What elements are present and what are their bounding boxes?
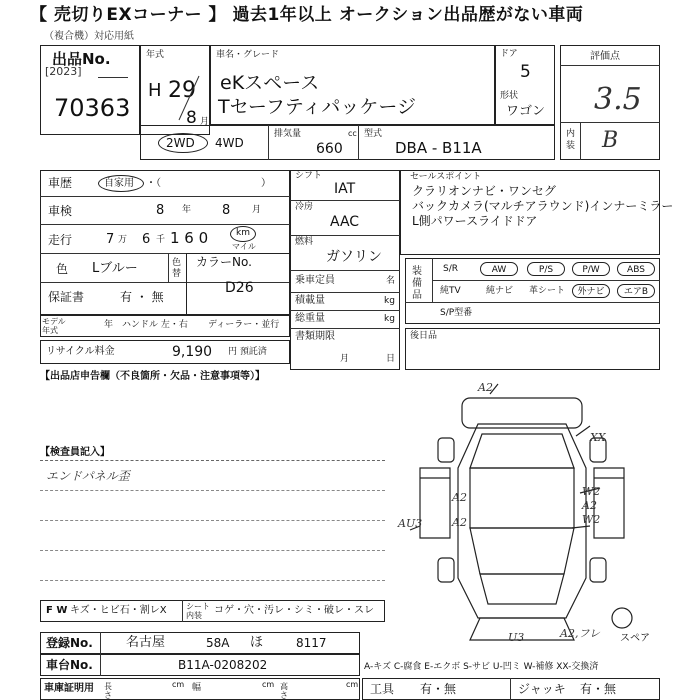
mark-a2-fure: A2,フレ xyxy=(560,627,600,640)
year-era: H xyxy=(148,80,162,101)
model-year-label: モデル年式 xyxy=(42,317,66,335)
name-label: 車名・グレード xyxy=(216,50,280,60)
chassis-value: B11A-0208202 xyxy=(178,658,268,672)
model-value: DBA - B11A xyxy=(395,139,482,157)
body-label: 形状 xyxy=(500,91,519,101)
special-label: S/P型番 xyxy=(440,308,473,318)
rekireki-rest: ・（ ） xyxy=(146,178,271,189)
mark-w2-right1: W2 xyxy=(582,485,601,498)
banner-text: 【 売切りEXコーナー 】 過去1年以上 オークション出品歴がない車両 xyxy=(30,5,584,25)
reg-class: 58A xyxy=(206,636,230,650)
sales-line-1: クラリオンナビ・ワンセグ xyxy=(412,184,556,198)
cert-cm-2: cm xyxy=(262,680,275,689)
mark-a2-left1: A2 xyxy=(452,491,467,504)
dealer-label: ディーラー・並行 xyxy=(208,320,280,330)
year-month: 8 xyxy=(186,108,197,128)
body-value: ワゴン xyxy=(506,104,546,119)
lot-year-stamp: [2023] xyxy=(45,65,82,78)
shaken-month: 8 xyxy=(222,203,231,218)
rekireki-value: 自家用 xyxy=(104,178,134,189)
ac-label: 冷房 xyxy=(295,202,314,212)
fw-label: F W xyxy=(46,605,68,616)
header-banner xyxy=(0,0,700,32)
capacity-label: 乗車定員 xyxy=(295,275,335,286)
cert-length: 長さ xyxy=(104,682,112,700)
color-no-label: カラーNo. xyxy=(196,255,252,269)
tools-label: 工具 xyxy=(370,682,395,696)
color-value: Lブルー xyxy=(92,261,138,276)
jack-label: ジャッキ xyxy=(518,682,566,696)
load-unit: kg xyxy=(384,296,395,306)
man-unit: 万 xyxy=(118,235,128,245)
score-label: 評価点 xyxy=(590,51,620,62)
car-name: eKスペース xyxy=(220,72,320,94)
reg-label: 登録No. xyxy=(46,636,93,650)
year-month-suffix: 月 xyxy=(200,117,210,127)
doc-month: 月 xyxy=(340,354,350,364)
declaration-label: 【出品店申告欄（不良箇所・欠品・注意事項等）】 xyxy=(40,371,265,382)
equip-airbag: エアB xyxy=(617,284,655,298)
recycle-value: 9,190 xyxy=(172,344,213,360)
mileage-unit2: マイル xyxy=(232,242,256,251)
color-no-value: D26 xyxy=(225,280,254,296)
recycle-label: リサイクル料金 xyxy=(46,346,115,357)
equip-ext-navi: 外ナビ xyxy=(572,284,610,298)
mileage-label: 走行 xyxy=(48,233,73,247)
color-change-label: 色替 xyxy=(172,258,182,279)
mark-a2-front: A2 xyxy=(478,381,493,394)
interior-label: 内装 xyxy=(566,129,576,151)
rekireki-label: 車歴 xyxy=(48,176,73,190)
ac-value: AAC xyxy=(330,214,360,230)
drive-2wd: 2WD xyxy=(166,136,195,150)
weight-unit: kg xyxy=(384,314,395,324)
sales-line-3: L側パワースライドドア xyxy=(412,214,538,228)
year-value: 29 xyxy=(168,78,196,103)
cert-cm-1: cm xyxy=(172,680,185,689)
cert-cm-3: cm xyxy=(346,680,359,689)
interior-score: B xyxy=(602,128,619,153)
fuel-value: ガソリン xyxy=(326,249,382,265)
displacement-unit: cc xyxy=(348,129,357,138)
car-diagram xyxy=(390,378,670,653)
tools-options: 有・無 xyxy=(420,682,457,696)
equip-ps: P/S xyxy=(527,262,565,276)
equip-tv: 純TV xyxy=(440,286,461,296)
model-label: 型式 xyxy=(364,129,383,139)
car-grade: Tセーフティパッケージ xyxy=(218,96,416,118)
door-label: ドア xyxy=(500,49,518,59)
shaken-label: 車検 xyxy=(48,204,73,218)
mark-w2-right2: W2 xyxy=(582,513,601,526)
mark-au3: AU3 xyxy=(398,517,423,530)
color-label: 色 xyxy=(56,262,69,276)
seat-items: コゲ・穴・汚レ・シミ・破レ・スレ xyxy=(214,605,374,616)
equip-navi: 純ナビ xyxy=(486,286,514,296)
mileage-sen: 6 xyxy=(142,232,151,247)
equip-leather: 革シート xyxy=(529,286,566,296)
weight-label: 総重量 xyxy=(295,313,325,324)
lot-number: 70363 xyxy=(54,94,131,122)
reg-no: 8117 xyxy=(296,636,327,650)
shaken-month-unit: 月 xyxy=(252,205,262,215)
shaken-year-unit: 年 xyxy=(182,205,192,215)
mark-u3: U3 xyxy=(508,631,525,644)
drive-4wd: 4WD xyxy=(215,136,244,150)
shift-value: IAT xyxy=(334,181,356,197)
load-label: 積載量 xyxy=(295,295,325,306)
reg-area: 名古屋 xyxy=(126,635,166,650)
model-year-unit: 年 xyxy=(104,320,114,330)
inspector-label: 【検査員記入】 xyxy=(40,447,110,458)
equip-sr: S/R xyxy=(443,264,458,274)
equip-aw: AW xyxy=(480,262,518,276)
doc-label: 書類期限 xyxy=(295,331,335,342)
shaken-year: 8 xyxy=(156,203,165,218)
doc-day: 日 xyxy=(386,354,396,364)
mileage-man: 7 xyxy=(106,232,115,247)
warranty-label: 保証書 xyxy=(48,290,85,304)
year-label: 年式 xyxy=(146,50,165,60)
chassis-label: 車台No. xyxy=(46,658,93,672)
capacity-unit: 名 xyxy=(386,276,396,286)
mileage-rest: 1 6 0 xyxy=(170,229,209,247)
mark-a2-right: A2 xyxy=(582,499,597,512)
equip-abs: ABS xyxy=(617,262,655,276)
equipment-label: 装備品 xyxy=(412,266,422,301)
displacement-value: 660 xyxy=(316,141,343,157)
cert-width: 幅 xyxy=(192,683,202,693)
cert-height: 高さ xyxy=(280,682,288,700)
rear-items-box xyxy=(405,328,660,370)
rear-items-label: 後日品 xyxy=(410,331,438,341)
jack-options: 有・無 xyxy=(580,682,617,696)
sub-note: （複合機）対応用紙 xyxy=(44,31,134,42)
sales-line-2: バックカメラ(マルチアラウンド)インナーミラー xyxy=(412,199,674,213)
mileage-unit: km xyxy=(236,228,250,238)
reg-kana: ほ xyxy=(250,635,264,650)
recycle-unit: 円 預託済 xyxy=(228,347,267,357)
mark-xx: XX xyxy=(590,431,606,444)
seat-label: シート内装 xyxy=(186,602,210,620)
score-value: 3.5 xyxy=(594,82,642,117)
damage-legend: A-キズ C-腐食 E-エクボ S-サビ U-凹ミ W-補修 XX-交換済 xyxy=(364,662,599,672)
mark-a2-left2: A2 xyxy=(452,516,467,529)
door-value: 5 xyxy=(520,62,531,82)
inspector-note: エンドパネル歪 xyxy=(46,469,130,483)
fuel-label: 燃料 xyxy=(295,237,314,247)
displacement-label: 排気量 xyxy=(274,129,302,139)
spare-label: スペア xyxy=(620,633,650,644)
lot-label: 出品No. xyxy=(52,50,111,68)
sen-unit: 千 xyxy=(156,235,166,245)
cert-label: 車庫証明用 xyxy=(44,683,94,694)
shift-label: シフト xyxy=(295,171,323,181)
handle-label: ハンドル 左・右 xyxy=(122,320,188,330)
warranty-options: 有 ・ 無 xyxy=(120,290,164,304)
equip-pw: P/W xyxy=(572,262,610,276)
sales-points-label: セールスポイント xyxy=(410,172,482,182)
fw-items: キズ・ヒビ石・割レX xyxy=(70,605,167,616)
